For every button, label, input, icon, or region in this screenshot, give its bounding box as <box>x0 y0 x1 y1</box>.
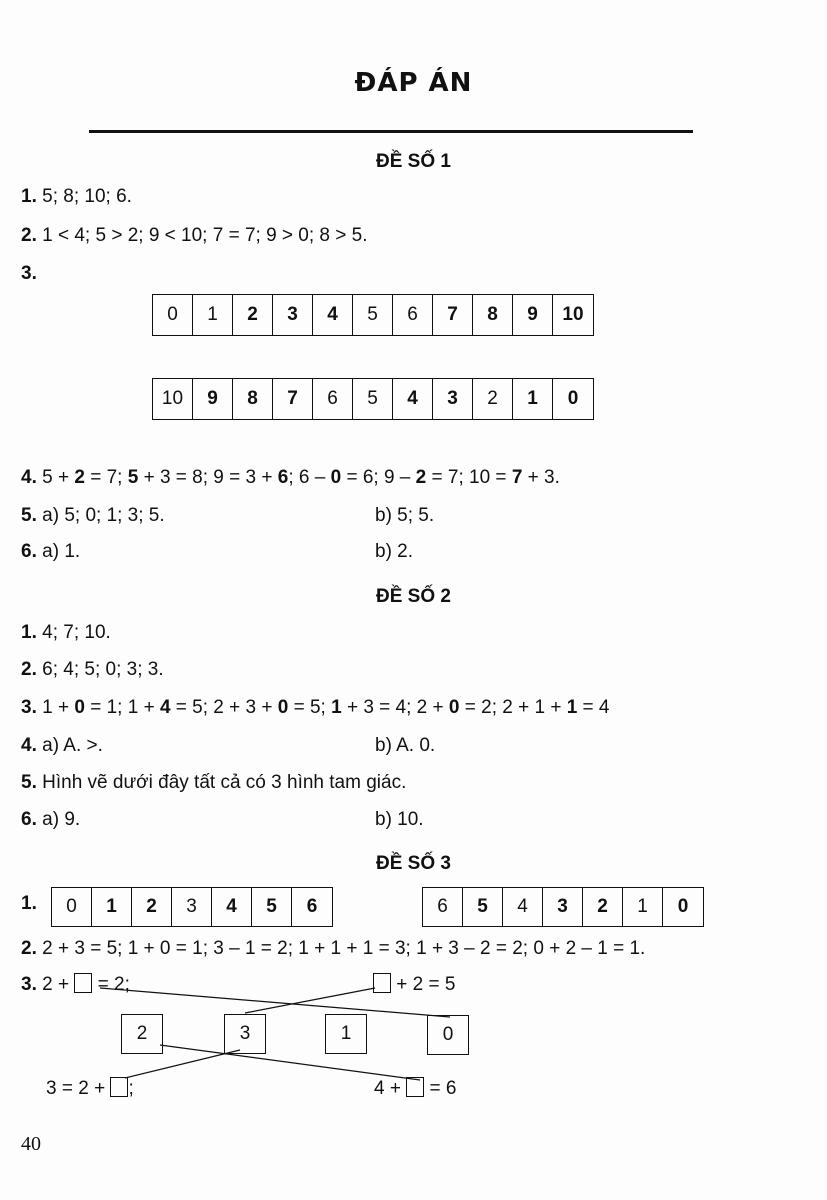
answer-text: 4; 7; 10. <box>42 622 111 643</box>
section-heading-de1: ĐỀ SỐ 1 <box>376 151 451 172</box>
question-number: 3. <box>21 974 37 995</box>
question-number: 1. <box>21 893 37 914</box>
de3-q3-bottom-right-equation <box>374 1077 456 1100</box>
equation-suffix: = 6 <box>424 1078 457 1099</box>
equation-suffix: + 2 = 5 <box>391 974 456 995</box>
de2-q6-answer-b: b) 10. <box>375 809 424 830</box>
number-cell: 3 <box>172 888 212 926</box>
option-box: 0 <box>427 1015 469 1055</box>
blank-box <box>406 1077 424 1097</box>
number-cell: 8 <box>233 379 273 419</box>
number-cell: 6 <box>423 888 463 926</box>
number-cell: 5 <box>463 888 503 926</box>
number-cell: 10 <box>153 379 193 419</box>
answer-fill: 2 <box>74 467 85 488</box>
question-number: 1. <box>21 622 37 643</box>
question-number: 5. <box>21 505 37 526</box>
question-number: 4. <box>21 467 37 488</box>
equation-suffix: ; <box>128 1078 134 1099</box>
answer-fill: 0 <box>74 697 85 718</box>
section-heading-de3: ĐỀ SỐ 3 <box>376 853 451 874</box>
option-box: 1 <box>325 1014 367 1054</box>
answer-segment: + 3. <box>522 467 560 488</box>
answer-segment: = 2; 2 + 1 + <box>459 697 567 718</box>
number-cell: 2 <box>132 888 172 926</box>
de2-q4-answer-b: b) A. 0. <box>375 735 436 756</box>
answer-segment: ; 6 – <box>288 467 331 488</box>
question-number: 4. <box>21 735 37 756</box>
number-cell: 6 <box>313 379 353 419</box>
answer-fill: 2 <box>415 467 427 488</box>
question-number: 2. <box>21 659 37 680</box>
number-cell: 0 <box>567 388 579 409</box>
question-number: 3. <box>21 263 37 284</box>
answer-fill: 1 <box>331 697 342 718</box>
answer-fill: 1 <box>566 697 578 718</box>
number-cell: 10 <box>562 304 584 325</box>
answer-segment: = 7; <box>84 467 128 488</box>
number-cell: 1 <box>513 379 553 419</box>
match-line <box>100 988 450 1017</box>
equation-prefix: 2 + <box>42 974 75 995</box>
number-cell: 0 <box>153 295 193 335</box>
answer-text: 5; 8; 10; 6. <box>42 186 132 207</box>
answer-segment: = 5; 2 + 3 + <box>170 697 278 718</box>
number-cell: 0 <box>52 888 92 926</box>
answer-a: a) 1. <box>42 541 81 562</box>
de3-q3-bottom-left-equation <box>46 1077 134 1100</box>
number-cell: 1 <box>92 888 132 926</box>
number-cell: 4 <box>393 379 433 419</box>
option-box: 3 <box>224 1014 266 1054</box>
number-cell: 4 <box>212 888 252 926</box>
answer-segment: + 3 = 4; 2 + <box>341 697 449 718</box>
number-cell: 1 <box>623 888 663 926</box>
number-cell: 5 <box>252 888 292 926</box>
number-cell: 5 <box>353 295 393 335</box>
number-cell: 4 <box>503 888 543 926</box>
number-cell: 3 <box>543 888 583 926</box>
question-number: 6. <box>21 541 37 562</box>
number-cell: 8 <box>473 295 513 335</box>
page-number: 40 <box>21 1133 41 1155</box>
equation-suffix: = 2; <box>92 974 130 995</box>
question-number: 2. <box>21 938 37 959</box>
number-cell: 2 <box>233 295 273 335</box>
answer-a: a) 9. <box>42 809 81 830</box>
answer-fill: 0 <box>277 697 289 718</box>
option-box: 2 <box>121 1014 163 1054</box>
number-cell: 7 <box>273 379 313 419</box>
answer-segment: = 1; 1 + <box>84 697 160 718</box>
answer-segment: + 3 = 8; 9 = 3 + <box>138 467 278 488</box>
answer-fill: 0 <box>448 697 460 718</box>
number-cell: 0 <box>677 896 689 917</box>
answer-fill: 4 <box>159 697 171 718</box>
answer-segment: 5 + <box>42 467 75 488</box>
answer-a: a) A. >. <box>42 735 103 756</box>
answer-segment: 1 + <box>42 697 75 718</box>
answer-text: 6; 4; 5; 0; 3; 3. <box>42 659 164 680</box>
number-cell: 5 <box>353 379 393 419</box>
page-title: ĐÁP ÁN <box>354 68 473 98</box>
number-cell: 2 <box>583 888 623 926</box>
answer-text: 1 < 4; 5 > 2; 9 < 10; 7 = 7; 9 > 0; 8 > 5. <box>42 225 368 246</box>
answer-fill: 7 <box>511 467 523 488</box>
number-cell: 9 <box>193 379 233 419</box>
answer-fill: 0 <box>330 467 342 488</box>
number-cell: 7 <box>433 295 473 335</box>
number-cell: 6 <box>306 896 318 917</box>
match-line <box>160 1045 420 1080</box>
answer-fill: 6 <box>277 467 289 488</box>
equation-prefix: 3 = 2 + <box>46 1078 111 1099</box>
number-cell: 3 <box>273 295 313 335</box>
number-cell: 6 <box>393 295 433 335</box>
answer-segment: = 7; 10 = <box>426 467 512 488</box>
answer-text: Hình vẽ dưới đây tất cả có 3 hình tam giác. <box>42 772 407 793</box>
question-number: 3. <box>21 697 37 718</box>
number-cell: 1 <box>193 295 233 335</box>
de1-q6-answer-b: b) 2. <box>375 541 414 562</box>
answer-segment: = 6; 9 – <box>341 467 416 488</box>
number-cell: 3 <box>433 379 473 419</box>
answer-fill: 5 <box>127 467 139 488</box>
question-number: 5. <box>21 772 37 793</box>
section-heading-de2: ĐỀ SỐ 2 <box>376 586 451 607</box>
answer-text: 2 + 3 = 5; 1 + 0 = 1; 3 – 1 = 2; 1 + 1 + 1 = 3; 1 + 3 – 2 = 2; 0 + 2 – 1 = 1. <box>42 938 646 959</box>
question-number: 2. <box>21 225 37 246</box>
answer-a: a) 5; 0; 1; 3; 5. <box>42 505 165 526</box>
number-cell: 9 <box>513 295 553 335</box>
question-number: 1. <box>21 186 37 207</box>
blank-box <box>110 1077 128 1097</box>
equation-prefix: 4 + <box>374 1078 407 1099</box>
question-number: 6. <box>21 809 37 830</box>
number-cell: 4 <box>313 295 353 335</box>
number-cell: 2 <box>473 379 513 419</box>
de1-q5-answer-b: b) 5; 5. <box>375 505 435 526</box>
answer-segment: = 4 <box>577 697 610 718</box>
match-line <box>125 1050 240 1078</box>
answer-segment: = 5; <box>288 697 332 718</box>
